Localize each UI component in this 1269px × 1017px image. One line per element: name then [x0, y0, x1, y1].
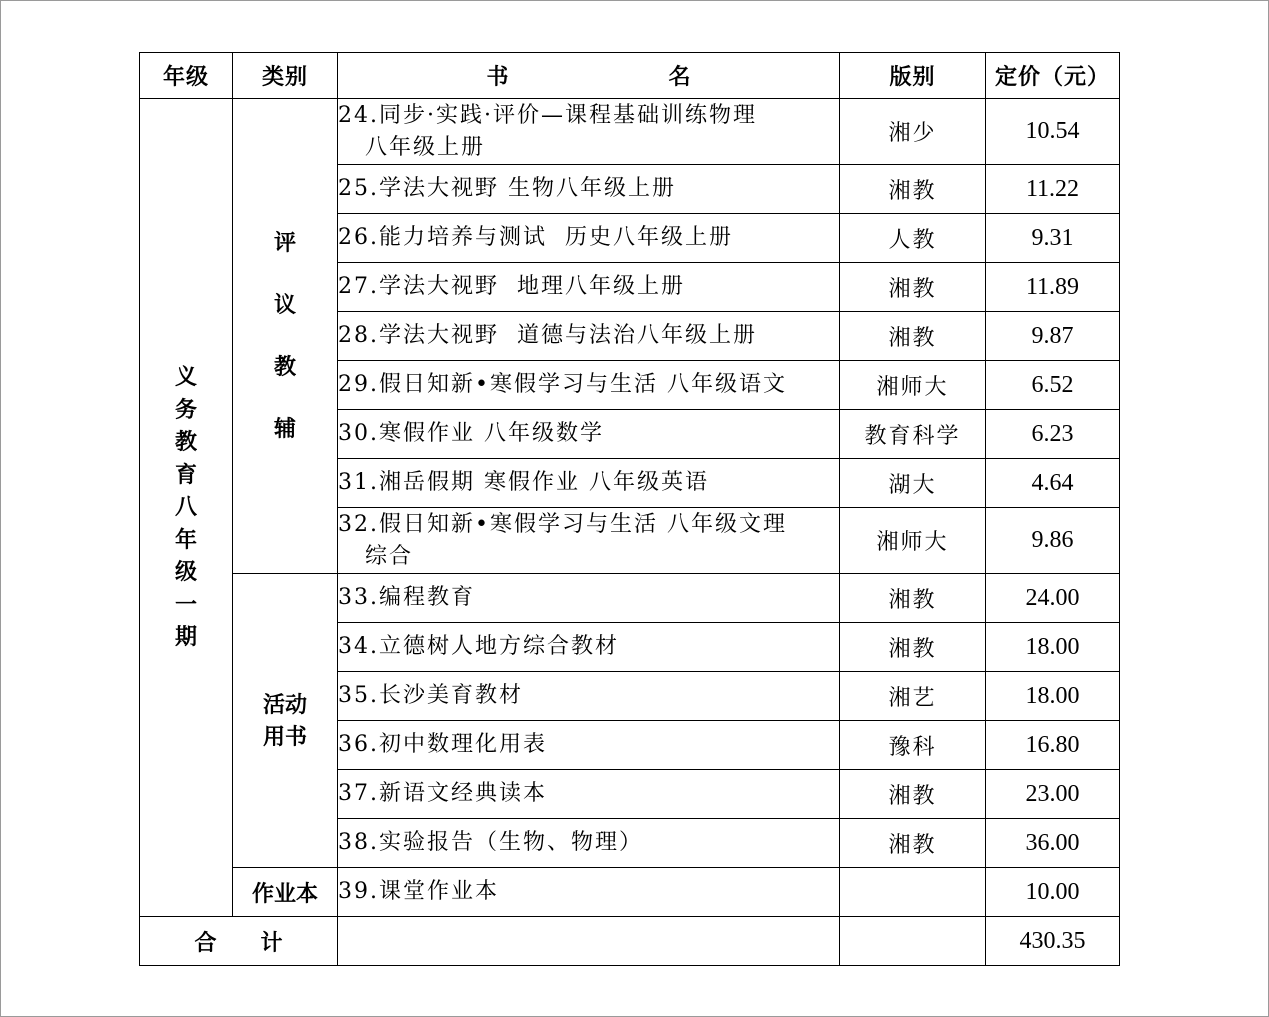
price: 24.00 — [986, 574, 1120, 623]
publisher: 湘教 — [840, 623, 986, 672]
book-name: 30.寒假作业 八年级数学 — [338, 410, 840, 459]
price: 36.00 — [986, 819, 1120, 868]
price: 23.00 — [986, 770, 1120, 819]
category-cell-homework: 作业本 — [233, 868, 338, 917]
table-row — [140, 99, 1120, 165]
book-name: 28.学法大视野 道德与法治八年级上册 — [338, 312, 840, 361]
book-name: 34.立德树人地方综合教材 — [338, 623, 840, 672]
grade-cell — [140, 99, 233, 917]
price: 9.31 — [986, 214, 1120, 263]
publisher: 湘教 — [840, 312, 986, 361]
price: 9.87 — [986, 312, 1120, 361]
publisher: 教育科学 — [840, 410, 986, 459]
price: 18.00 — [986, 623, 1120, 672]
price: 11.89 — [986, 263, 1120, 312]
header-book-name-part1: 书 — [486, 64, 509, 90]
publisher — [840, 868, 986, 917]
category-cell-activity — [233, 574, 338, 868]
header-grade: 年级 — [140, 53, 233, 99]
price: 9.86 — [986, 508, 1120, 574]
publisher: 人教 — [840, 214, 986, 263]
category-cell-review — [233, 99, 338, 574]
price: 16.80 — [986, 721, 1120, 770]
price: 6.52 — [986, 361, 1120, 410]
book-name: 31.湘岳假期 寒假作业 八年级英语 — [338, 459, 840, 508]
header-book-name — [338, 53, 840, 99]
book-name: 35.长沙美育教材 — [338, 672, 840, 721]
publisher: 豫科 — [840, 721, 986, 770]
price: 18.00 — [986, 672, 1120, 721]
publisher: 湘师大 — [840, 361, 986, 410]
publisher: 湘少 — [840, 99, 986, 165]
price: 10.54 — [986, 99, 1120, 165]
header-row — [140, 53, 1120, 99]
book-name: 36.初中数理化用表 — [338, 721, 840, 770]
book-name: 29.假日知新•寒假学习与生活 八年级语文 — [338, 361, 840, 410]
header-price: 定价（元） — [986, 53, 1120, 99]
price: 4.64 — [986, 459, 1120, 508]
publisher: 湘教 — [840, 574, 986, 623]
header-book-name-part2: 名 — [668, 64, 691, 90]
publisher: 湘教 — [840, 165, 986, 214]
book-name: 39.课堂作业本 — [338, 868, 840, 917]
publisher: 湖大 — [840, 459, 986, 508]
category-activity-label: 活动用书 — [262, 691, 307, 750]
total-label-part1: 合 — [194, 929, 217, 956]
price: 11.22 — [986, 165, 1120, 214]
publisher: 湘教 — [840, 819, 986, 868]
header-publisher: 版别 — [840, 53, 986, 99]
table-row — [140, 868, 1120, 917]
total-label — [140, 917, 338, 966]
price: 10.00 — [986, 868, 1120, 917]
book-name: 25.学法大视野 生物八年级上册 — [338, 165, 840, 214]
book-name: 24.同步·实践·评价—课程基础训练物理 八年级上册 — [338, 99, 840, 165]
publisher: 湘师大 — [840, 508, 986, 574]
table-row — [140, 574, 1120, 623]
book-name: 33.编程教育 — [338, 574, 840, 623]
book-name: 27.学法大视野 地理八年级上册 — [338, 263, 840, 312]
book-name: 38.实验报告（生物、物理） — [338, 819, 840, 868]
header-category: 类别 — [233, 53, 338, 99]
publisher: 湘教 — [840, 770, 986, 819]
book-name: 32.假日知新•寒假学习与生活 八年级文理 综合 — [338, 508, 840, 574]
total-name-empty — [338, 917, 840, 966]
price: 6.23 — [986, 410, 1120, 459]
total-row — [140, 917, 1120, 966]
publisher: 湘教 — [840, 263, 986, 312]
category-review-label: 评议教辅 — [273, 230, 296, 442]
total-price: 430.35 — [986, 917, 1120, 966]
book-name: 37.新语文经典读本 — [338, 770, 840, 819]
total-label-part2: 计 — [260, 929, 283, 956]
book-price-table — [139, 52, 1120, 966]
book-name: 26.能力培养与测试 历史八年级上册 — [338, 214, 840, 263]
publisher: 湘艺 — [840, 672, 986, 721]
grade-label: 义务教育八年级一期 — [174, 364, 197, 651]
total-publisher-empty — [840, 917, 986, 966]
